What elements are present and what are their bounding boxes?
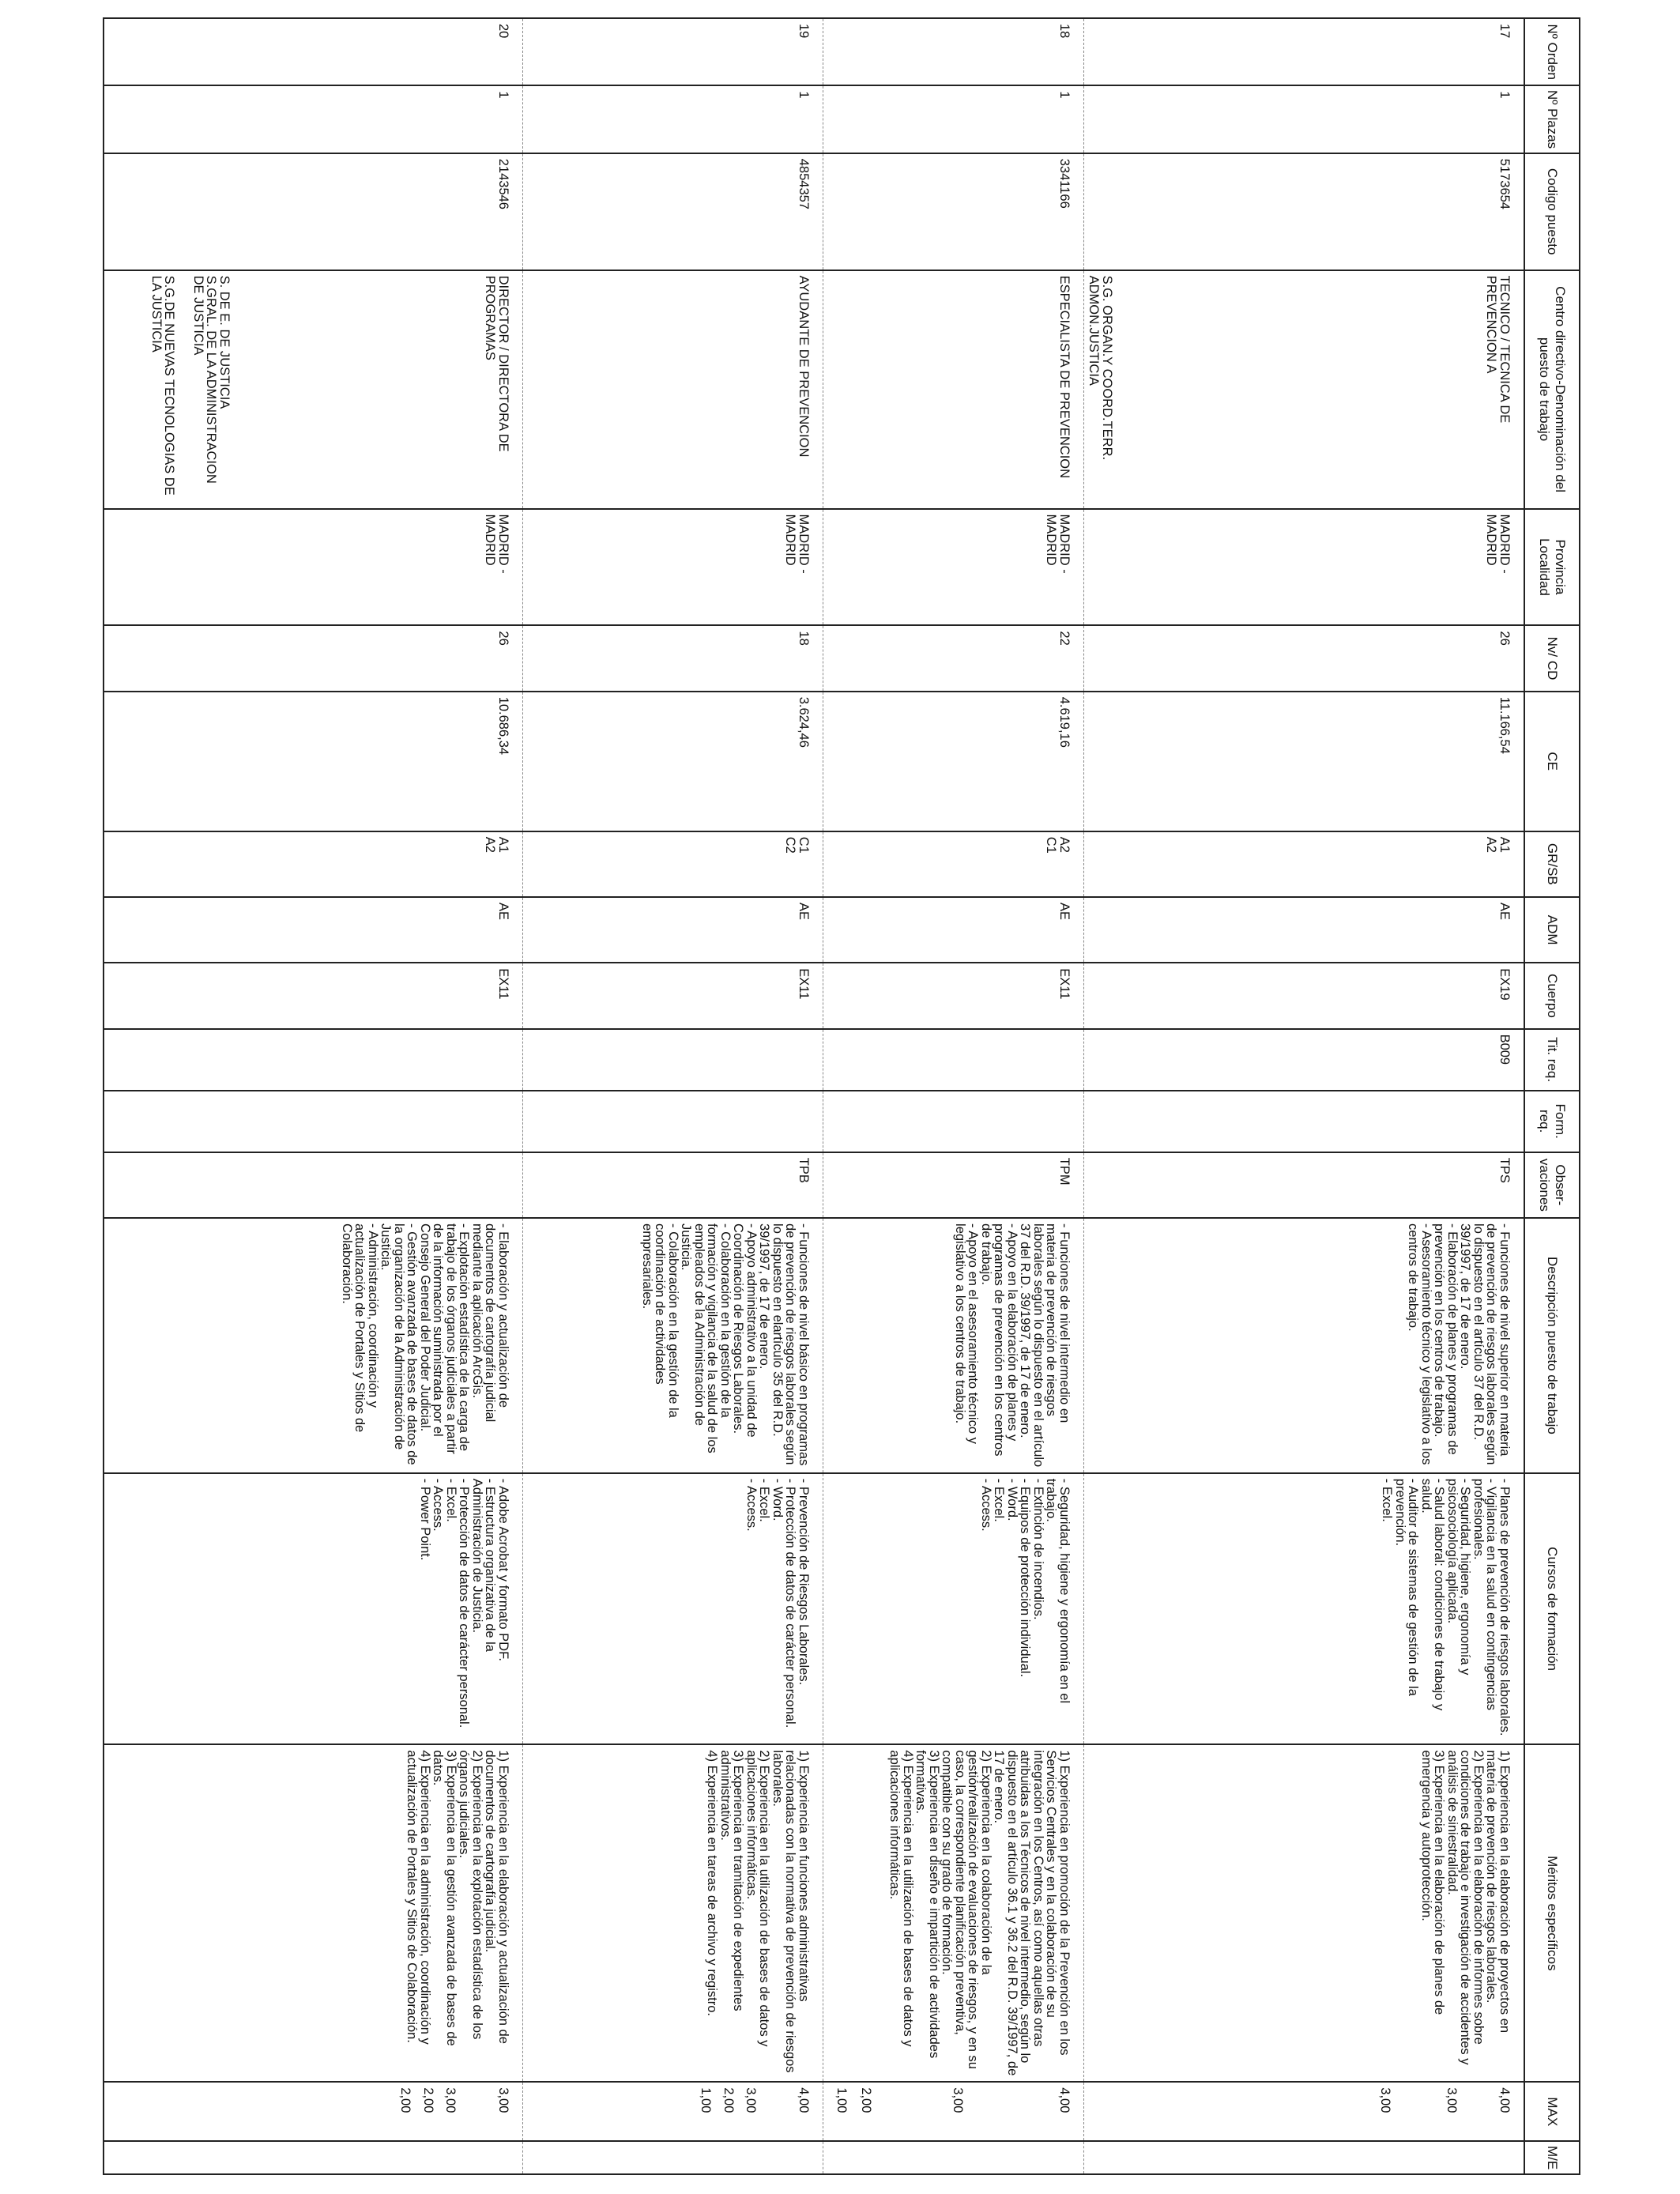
cell-meritos: 1) Experiencia en la elaboración y actualización de documentos de cartografía judicial. 2) Experiencia en la explotación estadística de los órganos judiciales. 3) Experiencia en la gestión avanzada de bases de datos. 4) Experiencia en la administración, coordinación y actualización de Portales y Sitios de Colaboración. (104, 1744, 523, 2082)
cell-plazas: 1 (1084, 85, 1525, 153)
cell-orden: 19 (523, 18, 823, 85)
cell-plazas: 1 (523, 85, 823, 153)
cell-nivel: 26 (104, 625, 523, 691)
table-row (823, 18, 1084, 2174)
header-descripcion: Descripción puesto de trabajo (1524, 1218, 1580, 1473)
header-ce: CE (1524, 692, 1580, 831)
cell-observaciones: TPS (1084, 1152, 1525, 1218)
table-row (104, 18, 523, 2174)
max-value: 2,00 (421, 2087, 435, 2113)
cell-titulacion (104, 1029, 523, 1091)
max-value: 1,00 (699, 2087, 714, 2113)
cell-formacion (523, 1091, 823, 1152)
cell-formacion (823, 1091, 1084, 1152)
cell-provincia: MADRID - MADRID (523, 509, 823, 626)
cell-max (104, 2082, 523, 2141)
header-observaciones: Obser-vaciones (1524, 1152, 1580, 1218)
table-row (1084, 18, 1525, 2174)
header-adm: ADM (1524, 897, 1580, 963)
cell-me (523, 2141, 823, 2174)
cell-nivel: 26 (1084, 625, 1525, 691)
cell-orden: 20 (104, 18, 523, 85)
cell-provincia: MADRID - MADRID (823, 509, 1084, 626)
header-formacion: Form. req. (1524, 1091, 1580, 1152)
job-positions-table (103, 17, 1580, 2175)
cell-cuerpo: EX11 (823, 963, 1084, 1028)
cell-cuerpo: EX19 (1084, 963, 1525, 1028)
max-value: 4,00 (1057, 2087, 1072, 2113)
cell-meritos: 1) Experiencia en funciones administrativas relacionadas con la normativa de prevención de riesgos laborales. 2) Experiencia en la utilización de bases de datos y aplicaciones informáticas. 3) Experiencia en tramitación de expedientes administrativos. 4) Experiencia en tareas de archivo y registro. (523, 1744, 823, 2082)
max-value: 3,00 (951, 2087, 966, 2113)
cell-titulacion (523, 1029, 823, 1091)
max-value: 1,00 (834, 2087, 849, 2113)
cell-cursos: - Adobe Acrobat y formato PDF. - Estructura organizativa de la Administración de Justicia. - Protección de datos de carácter personal. - Excel. - Access. - Power Point. (104, 1473, 523, 1745)
table-row (523, 18, 823, 2174)
header-row (1524, 18, 1580, 2174)
rotated-page (103, 17, 1580, 2175)
cell-meritos: 1) Experiencia en promoción de la Prevención en los Servicios Centrales y en la colaboración de su integración en los Centros, así como aquellas otras atribuidas a los Técnicos de nivel intermedio, según lo dispuesto en el artículo 36.1 y 36.2 del R.D. 39/1997, de 17 de enero. 2) Experiencia en la colaboración de la gestión/realización de evaluaciones de riesgos, y en su caso, la correspondiente planificación preventiva, compatible con su grado de formación. 3) Experiencia en diseño e impartición de actividades formativas. 4) Experiencia en la utilización de bases de datos y aplicaciones informáticas. (823, 1744, 1084, 2082)
max-value: 4,00 (1497, 2087, 1512, 2113)
max-value: 3,00 (744, 2087, 759, 2113)
cell-cursos: - Planes de prevención de riesgos laborales. - Vigilancia en la salud en contingencias profesionales. - Seguridad, higiene, ergonomía y psicosociología aplicada. - Salud laboral: condiciones de trabajo y salud. - Auditor de sistemas de gestión de la prevención. - Excel. (1084, 1473, 1525, 1745)
cell-descripcion: - Funciones de nivel superior en materia de prevención de riesgos laborales según lo dispuesto en el artículo 37 del R.D. 39/1997, de 17 de enero. - Elaboración de planes y programas de prevención en los centros de trabajo. - Asesoramiento técnico y legislativo a los centros de trabajo. (1084, 1218, 1525, 1473)
cell-grupo: A1 A2 (104, 831, 523, 897)
cell-centro (104, 270, 523, 509)
cell-grupo: A1 A2 (1084, 831, 1525, 897)
header-orden: Nº Orden (1524, 18, 1580, 85)
cell-titulacion (823, 1029, 1084, 1091)
cell-max (1084, 2082, 1525, 2141)
cell-grupo: A2 C1 (823, 831, 1084, 897)
max-value: 4,00 (797, 2087, 811, 2113)
max-value: 3,00 (496, 2087, 510, 2113)
header-titulacion: Tit. req. (1524, 1029, 1580, 1091)
cell-codigo: 2143546 (104, 153, 523, 270)
cell-codigo: 4854357 (523, 153, 823, 270)
header-max: MAX (1524, 2082, 1580, 2141)
cell-cuerpo: EX11 (523, 963, 823, 1028)
cell-formacion (104, 1091, 523, 1152)
centro-footer: S. DE E. DE JUSTICIA S.GRAL. DE LA ADMINISTRACION DE JUSTICIA (191, 275, 232, 484)
header-cursos: Cursos de formación (1524, 1473, 1580, 1745)
cell-max (523, 2082, 823, 2141)
header-meritos: Méritos específicos (1524, 1744, 1580, 2082)
cell-me (104, 2141, 523, 2174)
cell-observaciones: TPM (823, 1152, 1084, 1218)
cell-nivel: 18 (523, 625, 823, 691)
cell-adm: AE (1084, 897, 1525, 963)
cell-adm: AE (523, 897, 823, 963)
cell-provincia: MADRID - MADRID (104, 509, 523, 626)
cell-plazas: 1 (823, 85, 1084, 153)
cell-orden: 18 (823, 18, 1084, 85)
centro-footer: S.G. ORGAN.Y COORD.TERR. ADMON.JUSTICIA (1087, 275, 1114, 461)
cell-descripcion: - Elaboración y actualización de documentos de cartografía judicial mediante la aplicación ArcGis. - Explotación estadística de la carga de trabajo de los órganos judiciales a partir de la información suministrada por el Consejo General del Poder Judicial. - Gestión avanzada de bases de datos de la organización de la Administración de Justicia. - Administración, coordinación y actualización de Portales y Sitios de Colaboración. (104, 1218, 523, 1473)
cell-grupo: C1 C2 (523, 831, 823, 897)
centro-title: TECNICO / TECNICA DE PREVENCION A (1484, 275, 1512, 424)
max-value: 3,00 (1445, 2087, 1460, 2113)
header-provincia: Provincia Localidad (1524, 509, 1580, 626)
cell-ce: 11.166,54 (1084, 692, 1525, 831)
cell-descripcion: - Funciones de nivel intermedio en materia de prevención de riesgos laborales según lo dispuesto en el artículo 37 del R.D. 39/1997, de 17 de enero. - Apoyo en la elaboración de planes y programas de prevención en los centros de trabajo. - Apoyo en el asesoramiento técnico y legislativo a los centros de trabajo. (823, 1218, 1084, 1473)
cell-cursos: - Prevención de Riesgos Laborales. - Protección de datos de carácter personal. - Word. - Excel. - Access. (523, 1473, 823, 1745)
max-value: 2,00 (721, 2087, 736, 2113)
header-centro: Centro directivo-Denominación del puesto de trabajo (1524, 270, 1580, 509)
centro-title: DIRECTOR / DIRECTORA DE PROGRAMAS (483, 275, 510, 452)
header-me: M/E (1524, 2141, 1580, 2174)
header-grupo: GR/SB (1524, 831, 1580, 897)
max-value: 3,00 (443, 2087, 458, 2113)
cell-ce: 3.624,46 (523, 692, 823, 831)
cell-provincia: MADRID - MADRID (1084, 509, 1525, 626)
cell-me (823, 2141, 1084, 2174)
cell-ce: 10.686,34 (104, 692, 523, 831)
header-nivel: Nv/ CD (1524, 625, 1580, 691)
cell-centro (1084, 270, 1525, 509)
cell-meritos: 1) Experiencia en la elaboración de proyectos en materia de prevención de riesgos laborales. 2) Experiencia en la elaboración de informes sobre condiciones de trabajo e investigación de accidentes y análisis de siniestralidad. 3) Experiencia en la elaboración de planes de emergencia y autoprotección. (1084, 1744, 1525, 2082)
cell-ce: 4.619,16 (823, 692, 1084, 831)
cell-centro: ESPECIALISTA DE PREVENCION (823, 270, 1084, 509)
cell-orden: 17 (1084, 18, 1525, 85)
cell-adm: AE (104, 897, 523, 963)
cell-codigo: 5173654 (1084, 153, 1525, 270)
cell-max (823, 2082, 1084, 2141)
cell-cuerpo: EX11 (104, 963, 523, 1028)
cell-centro: AYUDANTE DE PREVENCION (523, 270, 823, 509)
cell-observaciones (104, 1152, 523, 1218)
header-codigo: Codigo puesto (1524, 153, 1580, 270)
max-value: 2,00 (859, 2087, 873, 2113)
cell-titulacion: B009 (1084, 1029, 1525, 1091)
cell-observaciones: TPB (523, 1152, 823, 1218)
cell-formacion (1084, 1091, 1525, 1152)
cell-nivel: 22 (823, 625, 1084, 691)
header-plazas: Nº Plazas (1524, 85, 1580, 153)
cell-adm: AE (823, 897, 1084, 963)
cell-plazas: 1 (104, 85, 523, 153)
max-value: 2,00 (398, 2087, 413, 2113)
cell-descripcion: - Funciones de nivel básico en programas de prevención de riesgos laborales según lo dispuesto en elartículo 35 del R.D. 39/1997, de 17 de enero. - Apoyo administrativo a la unidad de Coordinación de Riesgos Laborales. - Colaboración en la gestión de la formación y vigilancia de la salud de los empleados de la Administración de Justicia. - Colaboración en la gestión de la coordinación de actividades empresariales. (523, 1218, 823, 1473)
header-cuerpo: Cuerpo (1524, 963, 1580, 1028)
cell-me (1084, 2141, 1525, 2174)
cell-codigo: 3341166 (823, 153, 1084, 270)
centro-footer: S.G.DE NUEVAS TECNOLOGIAS DE LA JUSTICIA (149, 275, 177, 496)
cell-cursos: - Seguridad, higiene y ergonomía en el trabajo. - Extinción de incendios. - Equipos de protección individual. - Word. - Excel. - Access. (823, 1473, 1084, 1745)
max-value: 3,00 (1378, 2087, 1392, 2113)
